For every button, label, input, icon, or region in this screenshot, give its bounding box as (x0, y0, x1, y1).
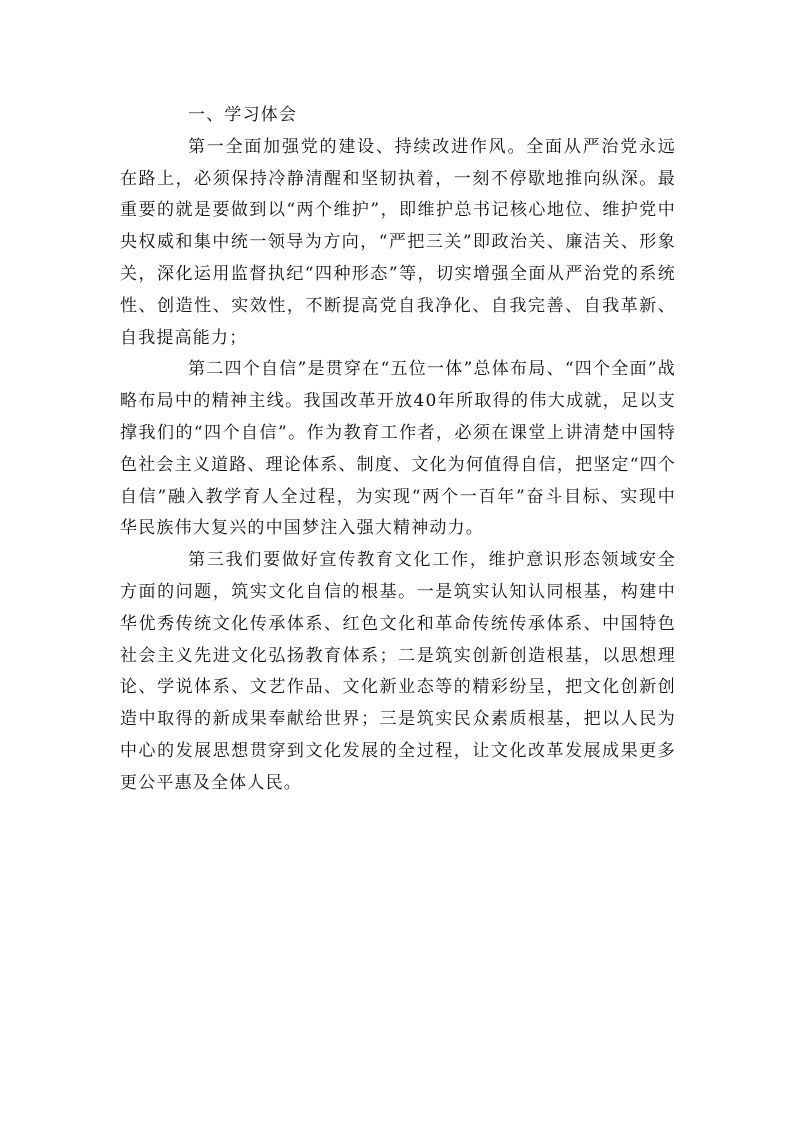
paragraph-2: 第二四个自信”是贯穿在“五位一体”总体布局、“四个全面”战略布局中的精神主线。我国改革开放40年所取得的伟大成就，足以支撑我们的“四个自信”。作为教育工作者，必须在课堂上讲清楚中国特色社会主义道路、理论体系、制度、文化为何值得自信，把坚定“四个自信”融入教学育人全过程，为实现“两个一百年”奋斗目标、实现中华民族伟大复兴的中国梦注入强大精神动力。 (120, 359, 676, 539)
paragraph-1: 第一全面加强党的建设、持续改进作风。全面从严治党永远在路上，必须保持冷静清醒和坚韧执着，一刻不停歇地推向纵深。最重要的就是要做到以“两个维护”，即维护总书记核心地位、维护党中央权威和集中统一领导为方向，“严把三关”即政治关、廉洁关、形象关，深化运用监督执纪“四种形态”等，切实增强全面从严治党的系统性、创造性、实效性，不断提高党自我净化、自我完善、自我革新、自我提高能力； (120, 136, 676, 348)
paragraph-3: 第三我们要做好宣传教育文化工作，维护意识形态领域安全方面的问题，筑实文化自信的根基。一是筑实认知认同根基，构建中华优秀传统文化传承体系、红色文化和革命传统传承体系、中国特色社会主义先进文化弘扬教育体系；二是筑实创新创造根基，以思想理论、学说体系、文艺作品、文化新业态等的精彩纷呈，把文化创新创造中取得的新成果奉献给世界；三是筑实民众素质根基，把以人民为中心的发展思想贯穿到文化发展的全过程，让文化改革发展成果更多更公平惠及全体人民。 (120, 550, 676, 793)
document-body (120, 100, 676, 800)
section-heading: 一、学习体会 (188, 105, 298, 125)
